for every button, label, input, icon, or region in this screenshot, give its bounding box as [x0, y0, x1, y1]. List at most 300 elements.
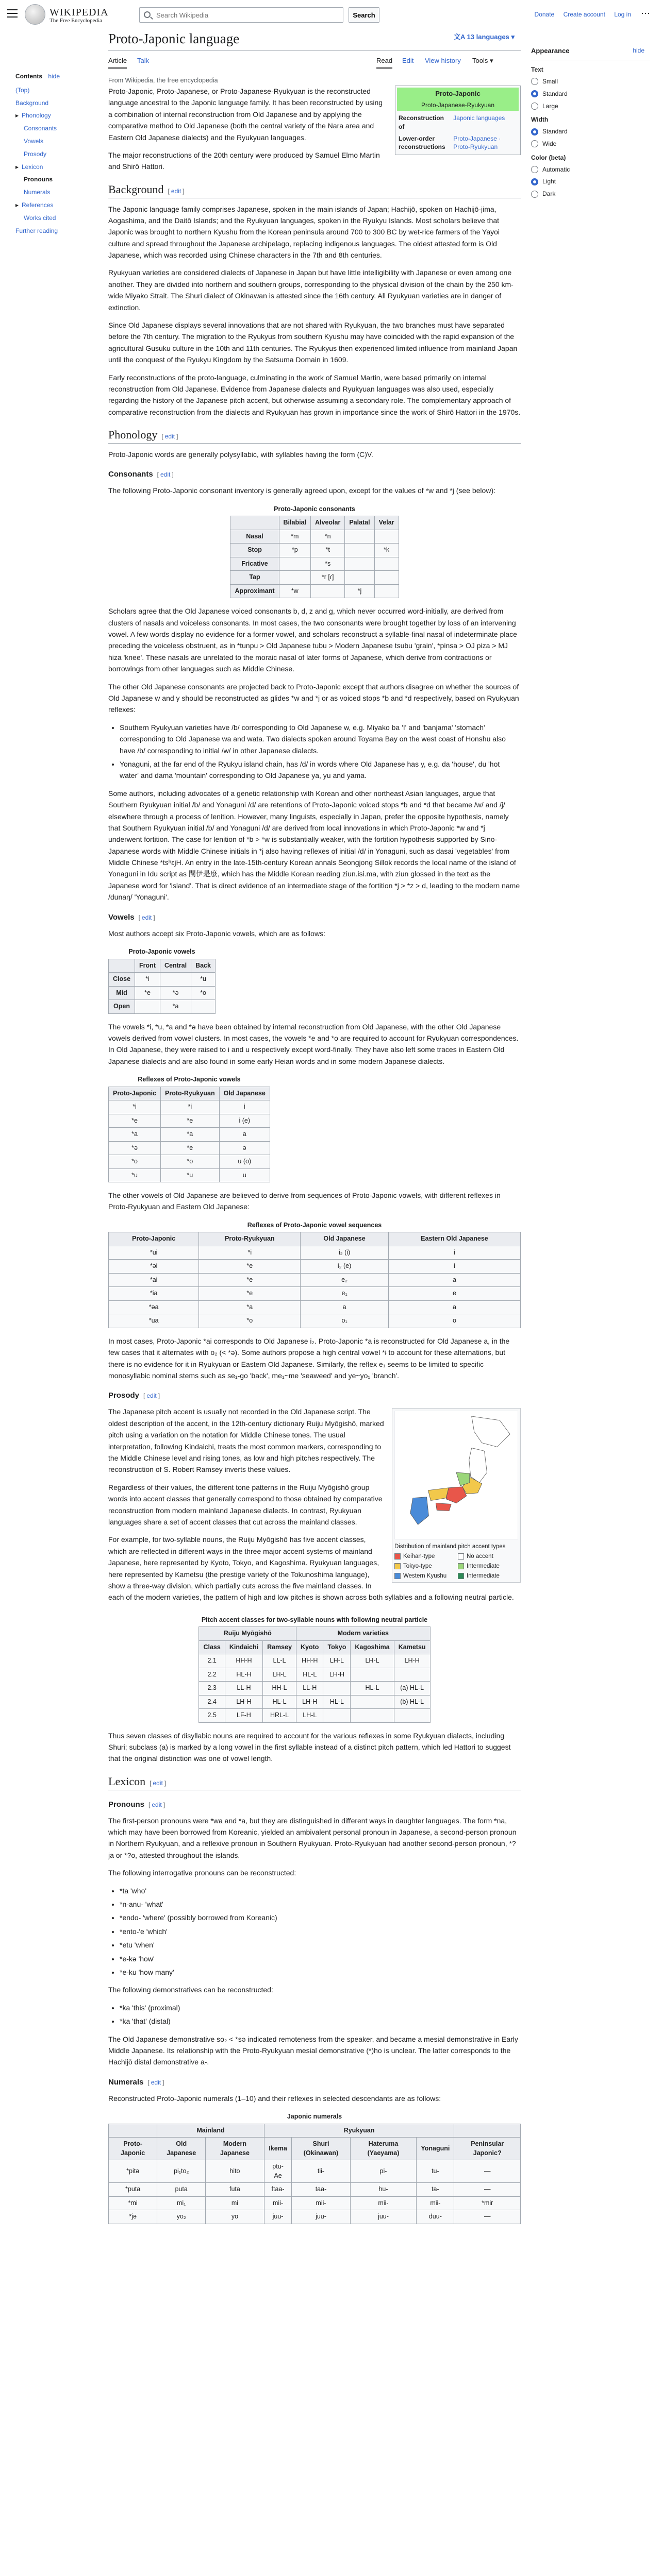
chevron-right-icon[interactable]: ▸	[15, 201, 19, 209]
column-header: Proto-Japonic	[109, 1087, 161, 1100]
table-cell: pi-	[350, 2160, 417, 2183]
table-cell: *əa	[109, 1300, 199, 1314]
edit-bracket: ]	[172, 471, 174, 479]
chevron-down-icon: ▾	[488, 57, 493, 64]
toc-title: Contents	[15, 73, 42, 80]
list-item: • *n-anu- 'what'	[120, 1899, 521, 1910]
page-title: Proto-Japonic language	[108, 31, 240, 46]
table-cell: *m	[279, 530, 310, 544]
personal-tools	[527, 10, 631, 20]
table-cell: HRL-L	[263, 1709, 296, 1723]
appearance-hide-button[interactable]: hide	[633, 47, 644, 54]
toc-item[interactable]	[15, 175, 88, 184]
table-cell: *puta	[109, 2183, 157, 2197]
table-row	[109, 1287, 521, 1301]
table-cell: o₁	[301, 1314, 389, 1328]
tab-tools[interactable]	[472, 56, 493, 66]
table-cell: mii-	[350, 2196, 417, 2210]
edit-bracket: [	[143, 1392, 145, 1400]
table-cell: e	[388, 1287, 520, 1301]
list-item: • *endo- 'where' (possibly borrowed from Koreanic)	[120, 1912, 521, 1923]
edit-bracket: ]	[163, 1801, 166, 1808]
toc-item[interactable]	[15, 214, 88, 223]
wikipedia-logo-icon[interactable]	[25, 4, 45, 25]
color-automatic-radio[interactable]	[531, 165, 650, 174]
table-cell: futa	[206, 2183, 264, 2197]
table-cell: LH-L	[263, 1668, 296, 1682]
toc-item-label: Background	[15, 99, 49, 107]
table-row	[230, 584, 399, 598]
legend-label: No accent	[467, 1553, 493, 1560]
toc-item-label: Consonants	[24, 125, 57, 132]
table-cell: *mir	[454, 2196, 521, 2210]
table-cell: i	[219, 1100, 270, 1114]
table-row	[230, 557, 399, 571]
table-cell: a	[388, 1300, 520, 1314]
toc-item-label: Vowels	[24, 137, 44, 145]
table-cell: HL-L	[351, 1682, 394, 1696]
table-cell: —	[454, 2160, 521, 2183]
edit-section-link[interactable]	[157, 471, 174, 478]
column-header	[109, 959, 135, 973]
table-caption: Pitch accent classes for two-syllable nouns with following neutral particle	[201, 1616, 428, 1623]
table-cell: a	[388, 1273, 520, 1287]
donate-link[interactable]: Donate	[534, 11, 555, 18]
table-cell	[191, 1000, 216, 1014]
table-cell: HL-L	[296, 1668, 323, 1682]
row-header: Mid	[109, 986, 135, 1000]
row-header: Nasal	[230, 530, 279, 544]
edit-bracket: [	[148, 1801, 151, 1808]
table-cell: mi	[206, 2196, 264, 2210]
search-icon	[144, 11, 151, 18]
edit-label: edit	[151, 2078, 161, 2086]
paragraph: Thus seven classes of disyllabic nouns are required to account for the various reflexes in some Ryukyuan dialects, including Shuri; subclass (a) is marked by a long vowel in the first syllable instead of a distinct pitch pattern, which led Hattori to suggest that the original distinction was one of vowel length.	[108, 1731, 511, 1763]
map-region-chugoku	[428, 1488, 449, 1501]
table-cell: *o	[191, 986, 216, 1000]
login-link[interactable]: Log in	[614, 11, 631, 18]
column-header: Alveolar	[311, 516, 345, 530]
table-header-row	[109, 1232, 521, 1246]
edit-section-link[interactable]	[147, 2079, 164, 2086]
table-caption: Japonic numerals	[287, 2113, 342, 2121]
table-cell: *ia	[109, 1287, 199, 1301]
edit-bracket: [	[147, 2078, 150, 2086]
table-cell: o	[388, 1314, 520, 1328]
table-cell: LH-H	[296, 1695, 323, 1709]
edit-label: edit	[153, 1779, 163, 1787]
section-heading-lexicon	[108, 1774, 521, 1790]
toc-item[interactable]	[15, 124, 88, 133]
consonant-table	[230, 503, 399, 599]
table-cell: *pitə	[109, 2160, 157, 2183]
vowel-table	[108, 945, 216, 1014]
toc-item-label: Phonology	[22, 112, 51, 120]
text-small-radio[interactable]	[531, 77, 650, 86]
subsection-heading-numerals	[108, 2076, 521, 2089]
legend-entry	[458, 1562, 518, 1570]
table-cell: LF-H	[225, 1709, 262, 1723]
table-row	[109, 1100, 270, 1114]
table-row	[109, 1128, 270, 1142]
search-box	[139, 7, 343, 23]
numerals-table	[108, 2110, 521, 2224]
vowel-reflex-table	[108, 1073, 270, 1182]
column-header: Velar	[374, 516, 399, 530]
table-row	[109, 1246, 521, 1260]
column-header: Ramsey	[263, 1640, 296, 1654]
table-cell: HH-L	[263, 1682, 296, 1696]
table-cell: e₂	[301, 1273, 389, 1287]
table-cell	[323, 1709, 351, 1723]
table-cell: *əi	[109, 1260, 199, 1274]
table-cell	[279, 557, 310, 571]
column-group-header: Ryukyuan	[264, 2124, 454, 2138]
more-options-icon[interactable]: ⋯	[641, 8, 650, 19]
color-light-radio[interactable]	[531, 177, 650, 186]
bullet-list	[108, 722, 521, 782]
width-standard-radio[interactable]	[531, 127, 650, 136]
japan-accent-map[interactable]	[394, 1411, 518, 1539]
table-row	[199, 1668, 430, 1682]
edit-label: edit	[152, 1801, 162, 1808]
paragraph: Proto-Japonic words are generally polysyllabic, with syllables having the form (C)V.	[108, 450, 373, 459]
legend-swatch-5	[458, 1573, 464, 1579]
column-header: Central	[160, 959, 191, 973]
color-dark-radio[interactable]	[531, 190, 650, 198]
table-cell: ptu-Ae	[264, 2160, 292, 2183]
toc-item[interactable]	[15, 163, 88, 172]
tab-talk[interactable]: Talk	[137, 57, 150, 64]
table-row	[109, 986, 216, 1000]
legend-swatch-4	[458, 1563, 464, 1569]
radio-label: Standard	[542, 128, 568, 135]
table-cell: i (e)	[219, 1114, 270, 1128]
column-header: Old Japanese	[301, 1232, 389, 1246]
search-button[interactable]: Search	[349, 7, 379, 23]
column-header: Bilabial	[279, 516, 310, 530]
table-cell: *ua	[109, 1314, 199, 1328]
legend-entry	[394, 1552, 455, 1561]
list-item: • *ta 'who'	[120, 1885, 521, 1896]
toc-item-label: Pronouns	[24, 176, 53, 183]
table-cell	[374, 584, 399, 598]
search-input[interactable]	[155, 10, 336, 20]
table-row	[199, 1709, 430, 1723]
table-cell	[374, 530, 399, 544]
text-large-radio[interactable]	[531, 102, 650, 111]
table-cell: *o	[109, 1155, 161, 1169]
table-group-header-row	[199, 1627, 430, 1641]
toc-item-label: Works cited	[24, 214, 56, 222]
table-cell: *e	[199, 1287, 301, 1301]
table-cell: *u	[109, 1168, 161, 1182]
tab-edit[interactable]: Edit	[402, 57, 414, 64]
table-row	[109, 1168, 270, 1182]
accent-map-figure	[392, 1408, 521, 1582]
table-cell: LL-H	[296, 1682, 323, 1696]
table-cell	[160, 973, 191, 987]
paragraph: The Old Japanese demonstrative so₂ < *sə indicated remoteness from the speaker, and became a mesial demonstrative in Early Middle Japanese. Its relationship with the Proto-Ryukyuan mesial demonstrative (*)ho is unclear. The latter corresponds to the Hachijō distal demonstrative a-.	[108, 2035, 518, 2066]
paragraph: Early reconstructions of the proto-language, culminating in the work of Samuel Martin, were based primarily on internal reconstruction from Old Japanese. Evidence from Japanese dialects and Ryukyuan languages was also used, especially regarding the history of the Japanese pitch accent, but otherwise assuming a secondary role. The complementary approach of comparative reconstruction from the dialects and Ryukyuan has grown in importance since the work of Shirō Hattori in the 1970s.	[108, 373, 521, 416]
table-row	[109, 2160, 521, 2183]
column-group-header: Modern varieties	[296, 1627, 431, 1641]
table-header-row	[109, 2138, 521, 2160]
create-account-link[interactable]: Create account	[563, 11, 605, 18]
table-row	[109, 1141, 270, 1155]
edit-section-link[interactable]	[161, 433, 178, 440]
tab-article[interactable]: Article	[108, 56, 127, 69]
toc-item[interactable]	[15, 86, 88, 95]
table-cell: —	[454, 2210, 521, 2224]
edit-section-link[interactable]	[148, 1801, 165, 1808]
table-cell: LH-L	[296, 1709, 323, 1723]
table-cell: HL-H	[225, 1668, 262, 1682]
column-header: Class	[199, 1640, 225, 1654]
table-cell: *a	[161, 1128, 220, 1142]
paragraph: The following interrogative pronouns can be reconstructed:	[108, 1869, 296, 1877]
column-group-header: Ruiju Myōgishō	[199, 1627, 296, 1641]
table-cell: tu-	[417, 2160, 454, 2183]
column-header: Peninsular Japonic?	[454, 2138, 521, 2160]
heading-text: Lexicon	[108, 1774, 146, 1788]
language-button[interactable]	[454, 32, 515, 43]
heading-text: Consonants	[108, 470, 153, 479]
heading-text: Background	[108, 182, 164, 196]
legend-label: Intermediate	[467, 1572, 500, 1579]
map-caption: Distribution of mainland pitch accent types	[394, 1543, 506, 1550]
chevron-down-icon: ▾	[509, 33, 515, 41]
table-cell: *j	[345, 584, 374, 598]
infobox-value-link[interactable]: Proto-Japanese · Proto-Ryukyuan	[453, 134, 501, 151]
radio-label: Light	[542, 178, 556, 185]
table-row	[230, 530, 399, 544]
table-cell: 2.4	[199, 1695, 225, 1709]
table-cell	[374, 571, 399, 585]
edit-section-link[interactable]	[143, 1392, 160, 1399]
table-cell: tii-	[292, 2160, 350, 2183]
infobox-value-link[interactable]: Japonic languages	[453, 114, 505, 122]
table-cell	[351, 1668, 394, 1682]
table-cell: *e	[161, 1141, 220, 1155]
toc-item-label: Numerals	[24, 189, 51, 196]
table-cell: *mi	[109, 2196, 157, 2210]
radio-label: Small	[542, 77, 558, 85]
legend-label: Keihan-type	[403, 1553, 435, 1560]
toc-hide-button[interactable]: hide	[48, 73, 60, 80]
table-cell	[135, 1000, 160, 1014]
heading-text: Phonology	[108, 428, 158, 442]
map-region-kansai	[446, 1487, 467, 1503]
column-header: Old Japanese	[219, 1087, 270, 1100]
legend-swatch-2	[394, 1573, 401, 1579]
column-header: Eastern Old Japanese	[388, 1232, 520, 1246]
section-heading-background	[108, 182, 521, 198]
paragraph: The following demonstratives can be reconstructed:	[108, 1986, 273, 1994]
table-row	[109, 1273, 521, 1287]
table-header-row	[109, 1087, 270, 1100]
table-row	[199, 1695, 430, 1709]
column-header: Kindaichi	[225, 1640, 262, 1654]
table-cell: LH-L	[351, 1654, 394, 1668]
pitch-accent-table	[198, 1614, 430, 1723]
menu-icon[interactable]	[7, 9, 18, 18]
table-cell: puta	[157, 2183, 206, 2197]
table-cell: ə	[219, 1141, 270, 1155]
paragraph: The other Old Japanese consonants are projected back to Proto-Japonic except that authors disagree on whether the sources of Old Japanese w and y should be reconstructed as glides *w and *j or as voiced stops *b and *d respectively, based on Ryukyuan reflexes:	[108, 682, 519, 714]
table-row	[109, 2196, 521, 2210]
edit-section-link[interactable]	[150, 1780, 166, 1787]
site-header	[0, 0, 662, 29]
edit-bracket: [	[150, 1779, 152, 1787]
table-cell: LH-H	[394, 1654, 430, 1668]
table-cell: *e	[135, 986, 160, 1000]
edit-section-link[interactable]	[139, 914, 155, 921]
toc-item[interactable]	[15, 227, 88, 235]
appearance-title: Appearance	[531, 47, 570, 55]
edit-bracket: ]	[153, 913, 155, 921]
page-tabs	[108, 54, 521, 69]
edit-bracket: [	[157, 471, 159, 479]
subsection-heading-pronouns	[108, 1799, 521, 1811]
table-cell: i	[388, 1260, 520, 1274]
toc-item[interactable]	[15, 99, 88, 108]
table-cell: (b) HL-L	[394, 1695, 430, 1709]
table-row	[199, 1654, 430, 1668]
wordmark[interactable]: WIKIPEDIA	[49, 7, 109, 18]
edit-bracket: ]	[176, 433, 178, 440]
edit-label: edit	[171, 187, 181, 195]
paragraph: The Japonic language family comprises Japanese, spoken in the main islands of Japan; Hachijō, spoken on Hachijō-jima, Aogashima, and the Daitō Islands; and the Ryukyuan languages, spoken in the Ryukyu Islands. Most scholars believe that Japonic was brought to northern Kyushu from the Korean peninsula around 700 to 300 BC by wet-rice farmers of the Yayoi culture and spread throughout the Japanese archipelago, replacing indigenous languages. The oldest attested form is Old Japanese, which was recorded using Chinese characters in the 7th and 8th centuries.	[108, 205, 500, 260]
table-row	[109, 1260, 521, 1274]
edit-label: edit	[164, 433, 175, 440]
paragraph: The other vowels of Old Japanese are believed to derive from sequences of Proto-Japonic vowels, with different reflexes in Proto-Ryukyuan and Eastern Old Japanese:	[108, 1191, 501, 1211]
table-cell: *o	[199, 1314, 301, 1328]
appearance-panel	[531, 46, 650, 202]
chevron-right-icon[interactable]: ▸	[15, 112, 19, 120]
paragraph: Some authors, including advocates of a genetic relationship with Korean and other northeast Asian languages, argue that Southern Ryukyuan initial /b/ and Yonaguni /d/ are retentions of Proto-Japonic voiced stops *b and *d that became /w/ and /j/ elsewhere through a process of lenition. However, many linguists, especially in Japan, prefer the opposite hypothesis, namely that Southern Ryukyuan initial /b/ and Yonaguni /d/ are derived from local innovations in which Proto-Japonic *w and *j underwent fortition. The case for lenition of *b > *w is substantially weaker, with the fortition hypothesis supported by Sino-Japanese words with Middle Chinese initials in *j also having reflexes of initial /d/ in Yonaguni, such as dasai 'vegetables' from Middle Chinese *tsʰɛjH. An entry in the late-15th-century Korean annals Seongjong Sillok records the local name of the island of Yonaguni in Idu script as 閏伊是麼, which has the Middle Korean reading ziun.isi.ma, with ziun glossed in the text as the Japanese word for 'island'. That is direct evidence of an intermediate stage of the fortition *j > *z > d, leading to the modern name /dunaŋ/ 'Yonaguni'.	[108, 789, 520, 902]
table-cell: a	[219, 1128, 270, 1142]
toc-item[interactable]	[15, 111, 88, 120]
row-header: Approximant	[230, 584, 279, 598]
list-item: • Southern Ryukyuan varieties have /b/ corresponding to Old Japanese w, e.g. Miyako ba 'I' and 'banjama' 'stomach' corresponding to Old Japanese wa and wata. Two dialects spoken around Toyama Bay on the west coast of Honshu also have /b/ corresponding to initial /w/ in other Japanese dialects.	[120, 722, 521, 756]
list-item: • *ka 'this' (proximal)	[120, 2002, 521, 2013]
column-header: Yonaguni	[417, 2138, 454, 2160]
table-cell: LH-H	[323, 1668, 351, 1682]
title-divider	[108, 50, 521, 51]
row-header: Fricative	[230, 557, 279, 571]
table-cell: *w	[279, 584, 310, 598]
table-cell: HH-H	[296, 1654, 323, 1668]
chevron-right-icon[interactable]: ▸	[15, 163, 19, 171]
toc-item-label: (Top)	[15, 86, 30, 94]
table-cell: *i	[109, 1100, 161, 1114]
table-cell: *i	[199, 1246, 301, 1260]
toc-item[interactable]	[15, 188, 88, 197]
table-cell: yo₂	[157, 2210, 206, 2224]
table-cell	[351, 1695, 394, 1709]
paragraph: Since Old Japanese displays several innovations that are not shared with Ryukyuan, the two branches must have separated before the 7th century. The migration to the Ryukyus from southern Kyushu may have coincided with the rapid expansion of the agricultural Gusuku culture in the 10th and 11th centuries. The Ryukyus then experienced limited influence from mainland Japan until the conquest of the Ryukyu Kingdom by the Satsuma Domain in 1609.	[108, 321, 518, 364]
edit-bracket: ]	[158, 1392, 160, 1400]
edit-label: edit	[141, 913, 152, 921]
toc-item[interactable]	[15, 137, 88, 146]
infobox-subtitle: Proto-Japanese-Ryukyuan	[397, 100, 519, 111]
tagline: The Free Encyclopedia	[49, 18, 103, 24]
table-cell: a	[301, 1300, 389, 1314]
tab-view-history[interactable]: View history	[425, 57, 461, 64]
column-group-header	[109, 2124, 157, 2138]
table-cell	[351, 1709, 394, 1723]
text-standard-radio[interactable]	[531, 90, 650, 98]
table-caption: Proto-Japonic vowels	[128, 948, 195, 956]
toc-item-label: Prosody	[24, 150, 47, 158]
color-label: Color (beta)	[531, 154, 566, 161]
radio-label: Large	[542, 102, 558, 110]
table-row	[109, 2183, 521, 2197]
toc-items	[15, 86, 88, 235]
column-header: Proto-Ryukyuan	[161, 1087, 220, 1100]
column-header: Tokyo	[323, 1640, 351, 1654]
edit-bracket: [	[168, 187, 170, 195]
table-cell: *i	[135, 973, 160, 987]
infobox-row	[397, 112, 519, 133]
table-cell: mii-	[417, 2196, 454, 2210]
table-group-header-row	[109, 2124, 521, 2138]
heading-text: Pronouns	[108, 1800, 144, 1809]
width-label: Width	[531, 116, 549, 124]
column-header: Modern Japanese	[206, 2138, 264, 2160]
table-cell: *i	[161, 1100, 220, 1114]
radio-label: Wide	[542, 140, 557, 147]
column-header: Palatal	[345, 516, 374, 530]
table-cell: taa-	[292, 2183, 350, 2197]
legend-entry	[394, 1572, 455, 1580]
toc-header	[15, 72, 88, 81]
table-cell: *u	[191, 973, 216, 987]
table-row	[109, 1000, 216, 1014]
vowel-sequence-table	[108, 1219, 521, 1328]
column-header: Kagoshima	[351, 1640, 394, 1654]
edit-section-link[interactable]	[168, 188, 185, 195]
edit-label: edit	[160, 471, 171, 479]
heading-text: Prosody	[108, 1391, 140, 1400]
table-cell: *jə	[109, 2210, 157, 2224]
edit-bracket: [	[138, 913, 140, 921]
table-of-contents	[15, 72, 88, 239]
map-region-hokkaido	[472, 1416, 510, 1447]
table-cell: u	[219, 1168, 270, 1182]
toc-item[interactable]	[15, 150, 88, 159]
edit-bracket: ]	[164, 1779, 167, 1787]
toc-item[interactable]	[15, 201, 88, 210]
table-cell: i	[388, 1246, 520, 1260]
table-cell	[394, 1709, 430, 1723]
width-wide-radio[interactable]	[531, 140, 650, 148]
table-row	[109, 973, 216, 987]
list-item: • *e-ku 'how many'	[120, 1967, 521, 1978]
table-cell: ta-	[417, 2183, 454, 2197]
column-header	[230, 516, 279, 530]
table-cell: *u	[161, 1168, 220, 1182]
table-cell	[345, 571, 374, 585]
table-cell: *e	[161, 1114, 220, 1128]
table-caption: Reflexes of Proto-Japonic vowel sequences	[247, 1221, 382, 1229]
edit-bracket: [	[161, 433, 163, 440]
legend-entry	[394, 1562, 455, 1570]
column-header: Hateruma (Yaeyama)	[350, 2138, 417, 2160]
table-caption: Proto-Japonic consonants	[274, 505, 355, 513]
tab-read[interactable]: Read	[376, 56, 392, 69]
